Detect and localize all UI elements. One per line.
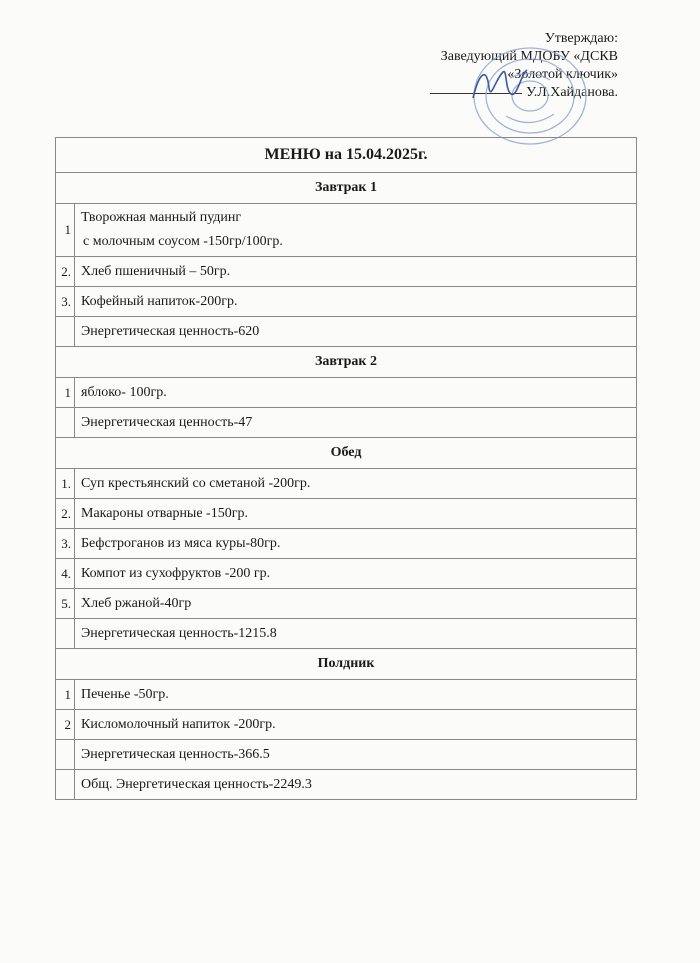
item-name: Кисломолочный напиток -200гр. (75, 710, 637, 740)
item-number: 1 (56, 204, 75, 257)
approval-line: Утверждаю: (544, 31, 618, 46)
menu-table (55, 137, 637, 800)
item-name: Печенье -50гр. (75, 680, 637, 710)
item-number: 3. (56, 529, 75, 559)
item-number: 4. (56, 559, 75, 589)
item-name: Компот из сухофруктов -200 гр. (75, 559, 637, 589)
table-row (56, 469, 637, 499)
item-number (56, 619, 75, 649)
item-name: Суп крестьянский со сметаной -200гр. (75, 469, 637, 499)
energy-value: Энергетическая ценность-47 (75, 408, 637, 438)
item-number: 2. (56, 257, 75, 287)
table-row (56, 408, 637, 438)
item-number (56, 770, 75, 800)
table-row (56, 257, 637, 287)
total-energy-value: Общ. Энергетическая ценность-2249.3 (75, 770, 637, 800)
item-number: 1. (56, 469, 75, 499)
table-row (56, 317, 637, 347)
item-name: яблоко- 100гр. (75, 378, 637, 408)
table-row (56, 287, 637, 317)
approval-org: «Золотой ключик» (507, 67, 618, 82)
table-row (56, 710, 637, 740)
table-row (56, 559, 637, 589)
approval-name: У.Л.Хайданова. (526, 85, 618, 100)
menu-title: МЕНЮ на 15.04.2025г. (56, 138, 637, 173)
energy-value: Энергетическая ценность-620 (75, 317, 637, 347)
item-number: 2 (56, 710, 75, 740)
table-row (56, 378, 637, 408)
section-title: Завтрак 2 (56, 347, 637, 378)
table-row (56, 204, 637, 257)
item-number: 2. (56, 499, 75, 529)
signature-icon (465, 60, 535, 110)
item-number: 1 (56, 680, 75, 710)
table-row (56, 740, 637, 770)
section-title: Обед (56, 438, 637, 469)
item-name: Макароны отварные -150гр. (75, 499, 637, 529)
table-row (56, 589, 637, 619)
section-title: Полдник (56, 649, 637, 680)
section-title: Завтрак 1 (56, 173, 637, 204)
item-number (56, 408, 75, 438)
item-name: Бефстроганов из мяса куры-80гр. (75, 529, 637, 559)
item-name: Хлеб пшеничный – 50гр. (75, 257, 637, 287)
item-name: Хлеб ржаной-40гр (75, 589, 637, 619)
approval-position: Заведующий МДОБУ «ДСКВ (440, 49, 618, 64)
table-row (56, 680, 637, 710)
table-row (56, 619, 637, 649)
table-row (56, 529, 637, 559)
item-number (56, 740, 75, 770)
item-name-line: Творожная манный пудинг (81, 210, 242, 225)
energy-value: Энергетическая ценность-366.5 (75, 740, 637, 770)
item-number: 5. (56, 589, 75, 619)
item-number: 3. (56, 287, 75, 317)
item-name-line: с молочным соусом -150гр/100гр. (83, 234, 283, 249)
item-name (75, 204, 637, 257)
item-number (56, 317, 75, 347)
energy-value: Энергетическая ценность-1215.8 (75, 619, 637, 649)
table-row (56, 499, 637, 529)
item-number: 1 (56, 378, 75, 408)
table-row (56, 770, 637, 800)
item-name: Кофейный напиток-200гр. (75, 287, 637, 317)
